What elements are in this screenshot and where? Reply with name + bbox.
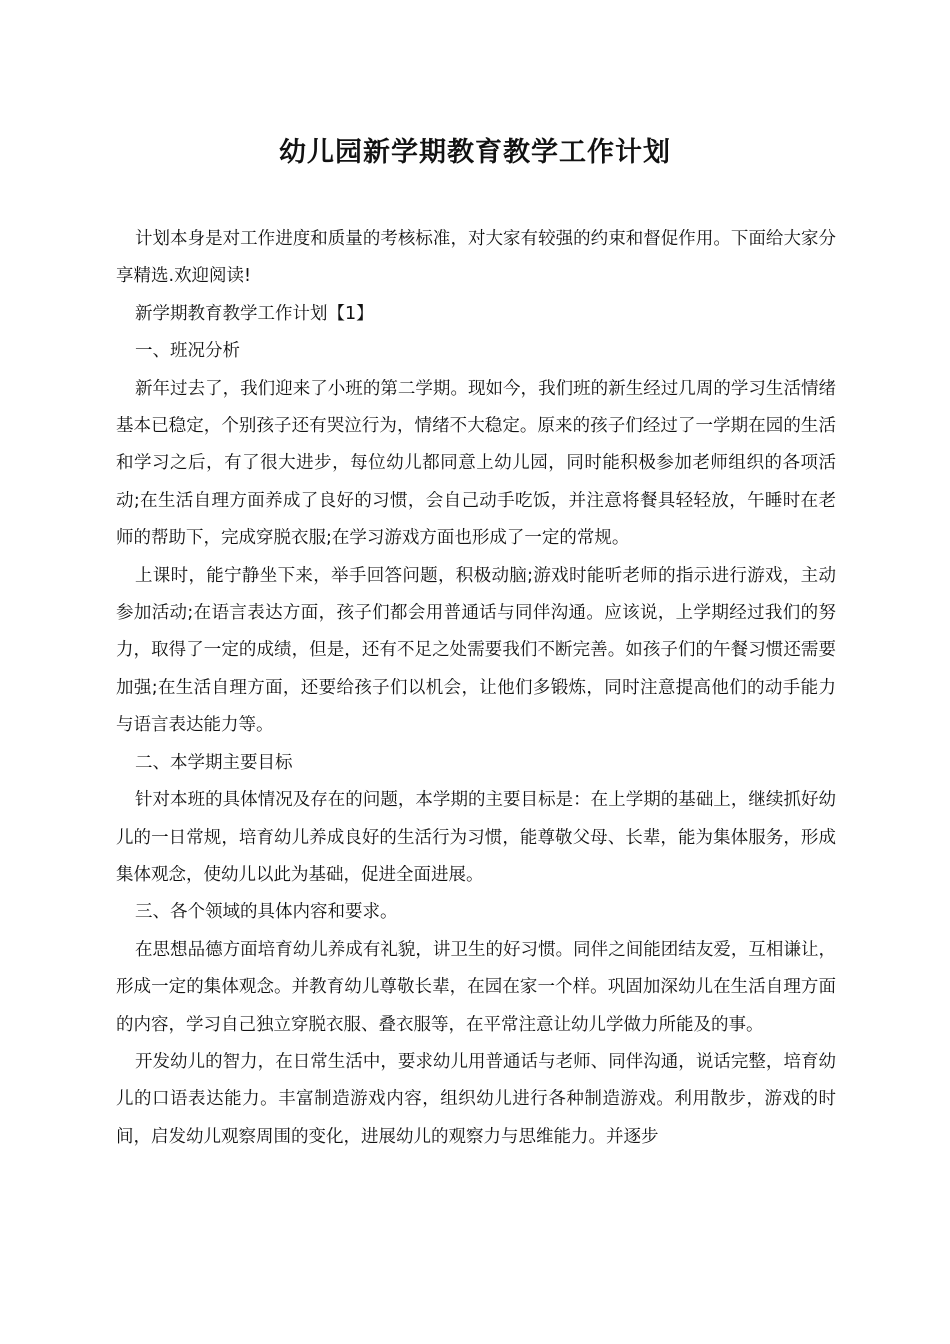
main-goals-paragraph: 针对本班的具体情况及存在的问题，本学期的主要目标是：在上学期的基础上，继续抓好幼儿的一日常规，培育幼儿养成良好的生活行为习惯，能尊敬父母、长辈，能为集体服务，形成集体观念，使幼儿以此为基础，促进全面进展。 — [116, 790, 836, 885]
section-heading-class-analysis: 一、班况分析 — [135, 341, 240, 362]
plan-subtitle: 新学期教育教学工作计划【1】 — [135, 303, 374, 324]
domains-paragraph-1: 在思想品德方面培育幼儿养成有礼貌，讲卫生的好习惯。同伴之间能团结友爱，互相谦让，形成一定的集体观念。并教育幼儿尊敬长辈，在园在家一个样。巩固加深幼儿在生活自理方面的内容，学习自己独立穿脱衣服、叠衣服等，在平常注意让幼儿学做力所能及的事。 — [116, 939, 836, 1035]
class-analysis-paragraph-1: 新年过去了，我们迎来了小班的第二学期。现如今，我们班的新生经过几周的学习生活情绪基本已稳定，个别孩子还有哭泣行为，情绪不大稳定。原来的孩子们经过了一学期在园的生活和学习之后，有了很大进步，每位幼儿都同意上幼儿园，同时能积极参加老师组织的各项活动;在生活自理方面养成了良好的习惯，会自己动手吃饭，并注意将餐具轻轻放，午睡时在老师的帮助下，完成穿脱衣服;在学习游戏方面也形成了一定的常规。 — [116, 378, 836, 549]
class-analysis-paragraph-2: 上课时，能宁静坐下来，举手回答问题，积极动脑;游戏时能听老师的指示进行游戏，主动参加活动;在语言表达方面，孩子们都会用普通话与同伴沟通。应该说，上学期经过我们的努力，取得了一定的成绩，但是，还有不足之处需要我们不断完善。如孩子们的午餐习惯还需要加强;在生活自理方面，还要给孩子们以机会，让他们多锻炼，同时注意提高他们的动手能力与语言表达能力等。 — [116, 565, 836, 736]
intro-paragraph: 计划本身是对工作进度和质量的考核标准，对大家有较强的约束和督促作用。下面给大家分享精选.欢迎阅读! — [116, 229, 836, 287]
document-body — [116, 221, 836, 1156]
section-heading-domains: 三、各个领域的具体内容和要求。 — [135, 902, 398, 923]
section-heading-main-goals: 二、本学期主要目标 — [135, 752, 293, 773]
document-title: 幼儿园新学期教育教学工作计划 — [279, 137, 671, 168]
domains-paragraph-2: 开发幼儿的智力，在日常生活中，要求幼儿用普通话与老师、同伴沟通，说话完整，培育幼儿的口语表达能力。丰富制造游戏内容，组织幼儿进行各种制造游戏。利用散步，游戏的时间，启发幼儿观察周围的变化，进展幼儿的观察力与思维能力。并逐步 — [116, 1051, 836, 1147]
